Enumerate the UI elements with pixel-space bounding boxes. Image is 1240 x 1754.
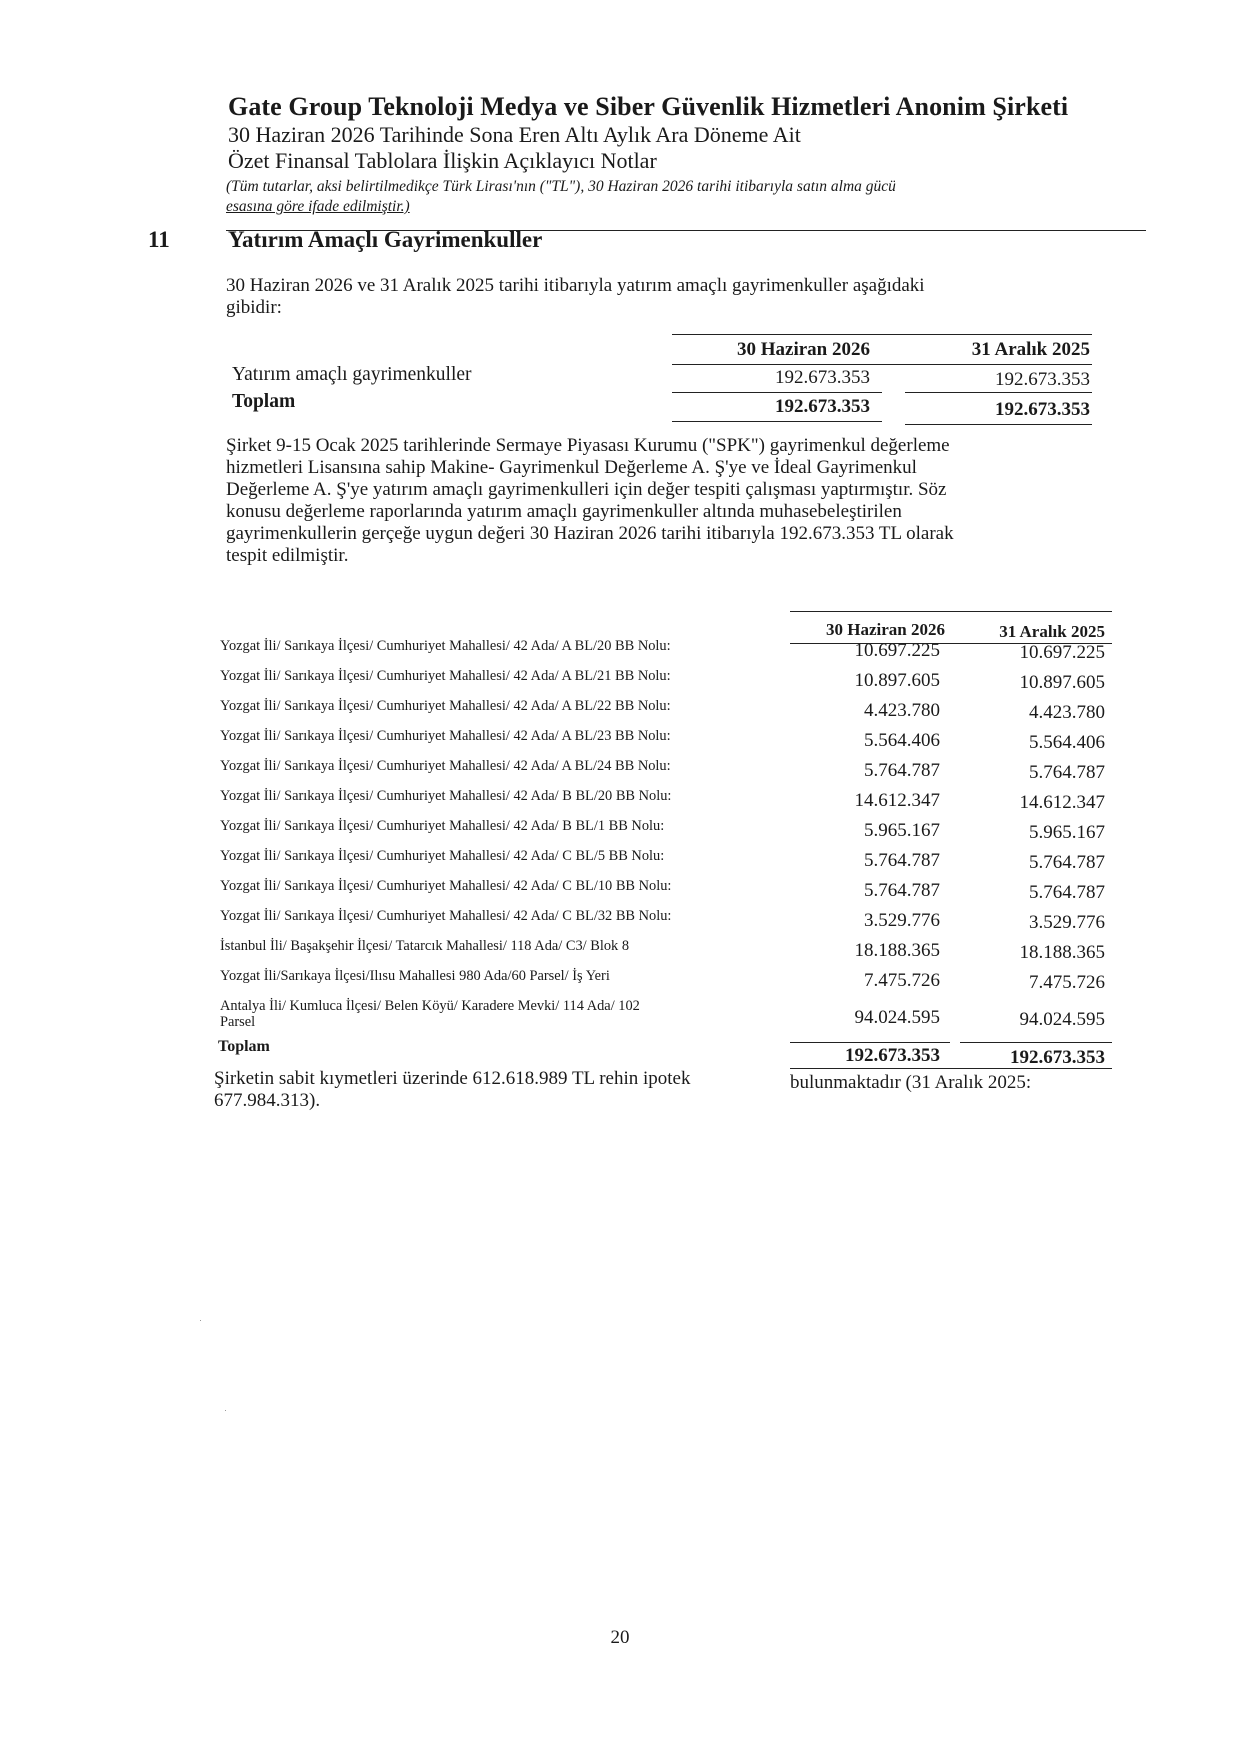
detail-row-label: Yozgat İli/ Sarıkaya İlçesi/ Cumhuriyet Mahallesi/ 42 Ada/ A BL/23 BB Nolu: — [220, 728, 671, 744]
summary-row-label: Yatırım amaçlı gayrimenkuller — [232, 364, 472, 385]
detail-row-value-2026: 14.612.347 — [854, 790, 940, 811]
summary-subtotal-rule-2 — [905, 392, 1092, 393]
detail-row-value-2025: 5.764.787 — [1029, 762, 1105, 783]
detail-row-value-2026: 5.764.787 — [864, 760, 940, 781]
detail-row-value-2025: 5.564.406 — [1029, 732, 1105, 753]
detail-row-label: Yozgat İli/ Sarıkaya İlçesi/ Cumhuriyet Mahallesi/ 42 Ada/ A BL/24 BB Nolu: — [220, 758, 671, 774]
detail-row-label: Yozgat İli/ Sarıkaya İlçesi/ Cumhuriyet Mahallesi/ 42 Ada/ C BL/32 BB Nolu: — [220, 908, 672, 924]
detail-row-value-2026: 5.764.787 — [864, 880, 940, 901]
currency-note-line-2: esasına göre ifade edilmiştir.) — [226, 198, 410, 215]
summary-total-value-2: 192.673.353 — [995, 399, 1090, 420]
detail-row-label: İstanbul İli/ Başakşehir İlçesi/ Tatarcık Mahallesi/ 118 Ada/ C3/ Blok 8 — [220, 938, 630, 954]
detail-row-label: Yozgat İli/ Sarıkaya İlçesi/ Cumhuriyet Mahallesi/ 42 Ada/ C BL/10 BB Nolu: — [220, 878, 672, 894]
detail-row-label: Yozgat İli/Sarıkaya İlçesi/Ilısu Mahallesi 980 Ada/60 Parsel/ İş Yeri — [220, 968, 610, 984]
paragraph-line: gayrimenkullerin gerçeğe uygun değeri 30 Haziran 2026 tarihi itibarıyla 192.673.353 TL olarak — [226, 523, 954, 544]
intro-line-1: 30 Haziran 2026 ve 31 Aralık 2025 tarihi itibarıyla yatırım amaçlı gayrimenkuller aşağıdaki — [226, 275, 925, 296]
detail-header-top-rule — [790, 611, 1112, 612]
detail-row-value-2026: 5.965.167 — [864, 820, 940, 841]
detail-row-value-2026: 10.897.605 — [854, 670, 940, 691]
pledge-line-2: 677.984.313). — [214, 1090, 321, 1111]
detail-row-value-2025: 18.188.365 — [1019, 942, 1105, 963]
summary-col-header-1: 30 Haziran 2026 — [737, 339, 870, 360]
detail-row-label: Yozgat İli/ Sarıkaya İlçesi/ Cumhuriyet Mahallesi/ 42 Ada/ A BL/21 BB Nolu: — [220, 668, 671, 684]
detail-row-value-2025: 5.764.787 — [1029, 852, 1105, 873]
detail-row-value-2025: 3.529.776 — [1029, 912, 1105, 933]
scan-speck — [225, 1410, 226, 1411]
detail-row-value-2026: 18.188.365 — [854, 940, 940, 961]
section-number: 11 — [148, 227, 170, 252]
detail-row-value-2025: 5.764.787 — [1029, 882, 1105, 903]
summary-total-rule-1 — [672, 421, 882, 422]
detail-row-label-line: Antalya İli/ Kumluca İlçesi/ Belen Köyü/ Karadere Mevki/ 114 Ada/ 102 — [220, 998, 640, 1014]
detail-row-value-2026: 10.697.225 — [854, 640, 940, 661]
currency-note-line-1: (Tüm tutarlar, aksi belirtilmedikçe Türk Lirası'nın ("TL"), 30 Haziran 2026 tarihi itibarıyla satın alma gücü — [226, 178, 896, 195]
summary-row-value-1: 192.673.353 — [775, 367, 870, 388]
detail-row-value-2025: 4.423.780 — [1029, 702, 1105, 723]
detail-row-value-2025: 7.475.726 — [1029, 972, 1105, 993]
paragraph-line: Değerleme A. Ş'ye yatırım amaçlı gayrimenkulleri için değer tespiti çalışması yaptırmıştır. Söz — [226, 479, 947, 500]
pledge-line-1-left: Şirketin sabit kıymetleri üzerinde 612.618.989 TL rehin ipotek — [214, 1068, 691, 1089]
summary-row-value-2: 192.673.353 — [995, 369, 1090, 390]
document-title: Özet Finansal Tablolara İlişkin Açıklayıcı Notlar — [228, 148, 657, 173]
detail-row-value-2026: 4.423.780 — [864, 700, 940, 721]
detail-row-value-2025: 10.697.225 — [1019, 642, 1105, 663]
scan-speck — [200, 1320, 201, 1321]
detail-subtotal-rule-1 — [790, 1042, 950, 1043]
section-title: Yatırım Amaçlı Gayrimenkuller — [228, 227, 543, 252]
detail-row-label-line: Parsel — [220, 1014, 256, 1030]
detail-row-value-2025: 94.024.595 — [1019, 1009, 1105, 1030]
page-number: 20 — [610, 1627, 630, 1648]
summary-total-value-1: 192.673.353 — [775, 396, 870, 417]
summary-total-rule-2 — [905, 424, 1092, 425]
paragraph-line: hizmetleri Lisansına sahip Makine- Gayrimenkul Değerleme A. Ş'ye ve İdeal Gayrimenkul — [226, 457, 917, 478]
summary-header-bottom-rule — [672, 364, 1092, 365]
pledge-line-1-right: bulunmaktadır (31 Aralık 2025: — [790, 1072, 1032, 1093]
detail-row-value-2025: 5.965.167 — [1029, 822, 1105, 843]
paragraph-line: konusu değerleme raporlarında yatırım amaçlı gayrimenkuller altında muhasebeleştirilen — [226, 501, 902, 522]
detail-row-value-2026: 3.529.776 — [864, 910, 940, 931]
period-title: 30 Haziran 2026 Tarihinde Sona Eren Altı Aylık Ara Döneme Ait — [228, 122, 801, 147]
detail-row-value-2025: 10.897.605 — [1019, 672, 1105, 693]
company-name: Gate Group Teknoloji Medya ve Siber Güvenlik Hizmetleri Anonim Şirketi — [228, 92, 1069, 121]
detail-row-value-2026: 5.564.406 — [864, 730, 940, 751]
detail-row-label: Yozgat İli/ Sarıkaya İlçesi/ Cumhuriyet Mahallesi/ 42 Ada/ B BL/20 BB Nolu: — [220, 788, 672, 804]
detail-row-label: Yozgat İli/ Sarıkaya İlçesi/ Cumhuriyet Mahallesi/ 42 Ada/ A BL/22 BB Nolu: — [220, 698, 671, 714]
detail-col-header-2: 31 Aralık 2025 — [999, 622, 1105, 641]
intro-line-2: gibidir: — [226, 297, 282, 318]
summary-subtotal-rule-1 — [672, 392, 882, 393]
detail-row-label: Yozgat İli/ Sarıkaya İlçesi/ Cumhuriyet Mahallesi/ 42 Ada/ A BL/20 BB Nolu: — [220, 638, 671, 654]
detail-total-label: Toplam — [218, 1038, 270, 1055]
detail-row-label — [220, 998, 790, 1030]
paragraph-line: tespit edilmiştir. — [226, 545, 349, 566]
summary-total-label: Toplam — [232, 391, 296, 412]
detail-col-header-1: 30 Haziran 2026 — [826, 620, 945, 639]
detail-row-value-2026: 7.475.726 — [864, 970, 940, 991]
detail-row-value-2026: 94.024.595 — [854, 1007, 940, 1028]
detail-total-value-1: 192.673.353 — [845, 1045, 940, 1066]
detail-row-label: Yozgat İli/ Sarıkaya İlçesi/ Cumhuriyet Mahallesi/ 42 Ada/ C BL/5 BB Nolu: — [220, 848, 665, 864]
summary-header-top-rule — [672, 334, 1092, 335]
detail-subtotal-rule-2 — [960, 1042, 1112, 1043]
detail-row-value-2025: 14.612.347 — [1019, 792, 1105, 813]
detail-row-label: Yozgat İli/ Sarıkaya İlçesi/ Cumhuriyet Mahallesi/ 42 Ada/ B BL/1 BB Nolu: — [220, 818, 665, 834]
paragraph-line: Şirket 9-15 Ocak 2025 tarihlerinde Sermaye Piyasası Kurumu ("SPK") gayrimenkul değerleme — [226, 435, 950, 456]
detail-row-value-2026: 5.764.787 — [864, 850, 940, 871]
summary-col-header-2: 31 Aralık 2025 — [971, 339, 1090, 360]
detail-total-rule — [790, 1068, 1112, 1069]
detail-total-value-2: 192.673.353 — [1010, 1047, 1105, 1068]
